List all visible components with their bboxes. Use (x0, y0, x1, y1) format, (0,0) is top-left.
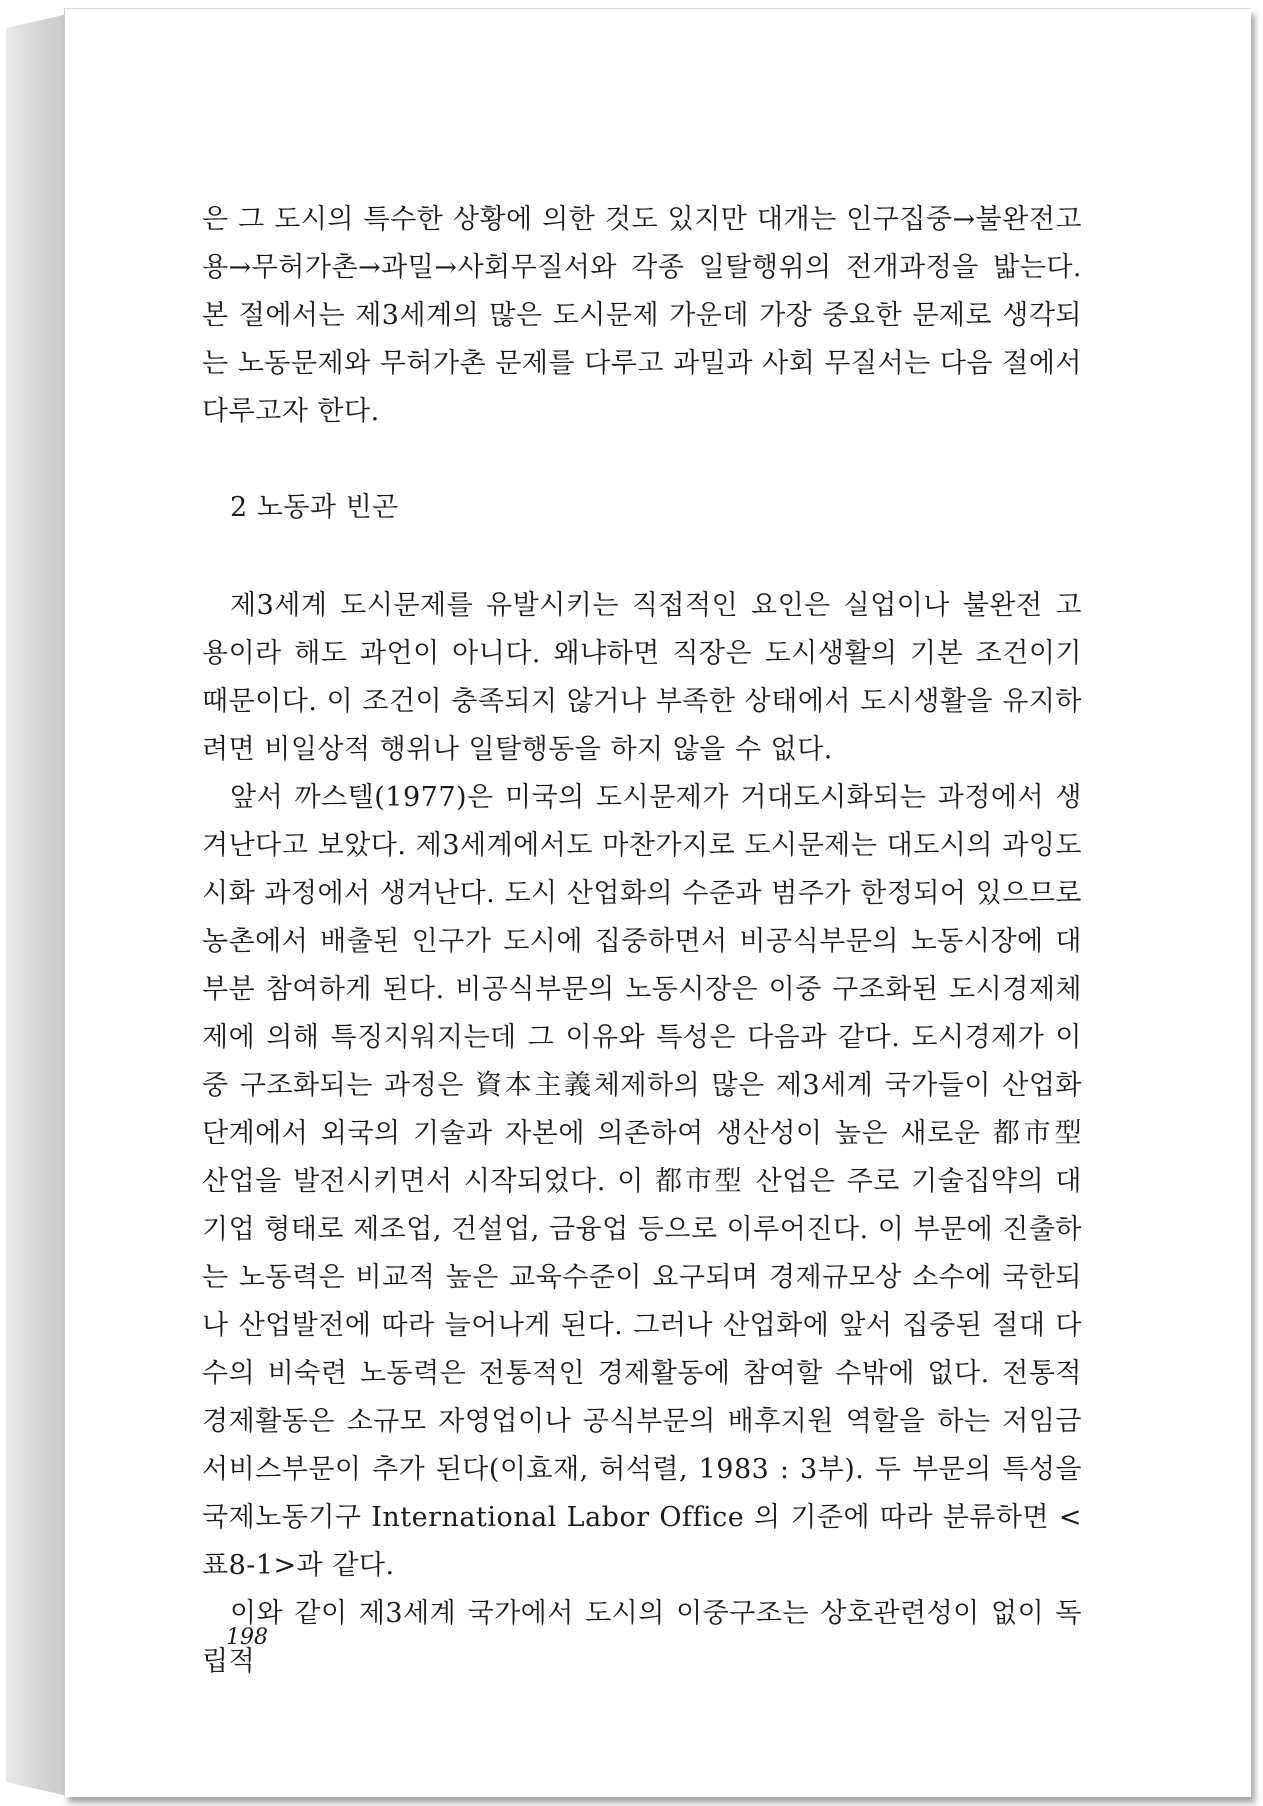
section-heading: 2 노동과 빈곤 (230, 492, 399, 523)
book-spine (6, 14, 68, 1796)
page-body (202, 196, 1082, 1686)
page-number: 198 (226, 1625, 268, 1650)
paragraph-3: 이와 같이 제3세계 국가에서 도시의 이중구조는 상호관련성이 없이 독립적 (202, 1598, 1082, 1677)
paragraph-2: 앞서 까스텔(1977)은 미국의 도시문제가 거대도시화되는 과정에서 생겨난다고 보았다. 제3세계에서도 마찬가지로 도시문제는 대도시의 과잉도시화 과정에서 생겨난다. 도시 산업화의 수준과 범주가 한정되어 있으므로 농촌에서 배출된 인구가 도시에 집중하면서 비공식부문의 노동시장에 대부분 참여하게 된다. 비공식부문의 노동시장은 이중 구조화된 도시경제체제에 의해 특징지워지는데 그 이유와 특성은 다음과 같다. 도시경제가 이중 구조화되는 과정은 資本主義체제하의 많은 제3세계 국가들이 산업화 단계에서 외국의 기술과 자본에 의존하여 생산성이 높은 새로운 都市型 산업을 발전시키면서 시작되었다. 이 都市型 산업은 주로 기술집약의 대기업 형태로 제조업, 건설업, 금융업 등으로 이루어진다. 이 부문에 진출하는 노동력은 비교적 높은 교육수준이 요구되며 경제규모상 소수에 국한되나 산업발전에 따라 늘어나게 된다. 그러나 산업화에 앞서 집중된 절대 다수의 비숙련 노동력은 전통적인 경제활동에 참여할 수밖에 없다. 전통적 경제활동은 소규모 자영업이나 공식부문의 배후지원 역할을 하는 저임금 서비스부문이 추가 된다(이효재, 허석렬, 1983 : 3부). 두 부문의 특성을 국제노동기구 International Labor Office 의 기준에 따라 분류하면 <표8-1>과 같다. (202, 782, 1082, 1581)
paragraph-intro: 은 그 도시의 특수한 상황에 의한 것도 있지만 대개는 인구집중→불완전고용→무허가촌→과밀→사회무질서와 각종 일탈행위의 전개과정을 밟는다. 본 절에서는 제3세계의 많은 도시문제 가운데 가장 중요한 문제로 생각되는 노동문제와 무허가촌 문제를 다루고 과밀과 사회 무질서는 다음 절에서 다루고자 한다. (202, 204, 1082, 427)
paragraph-1: 제3세계 도시문제를 유발시키는 직접적인 요인은 실업이나 불완전 고용이라 해도 과언이 아니다. 왜냐하면 직장은 도시생활의 기본 조건이기 때문이다. 이 조건이 충족되지 않거나 부족한 상태에서 도시생활을 유지하려면 비일상적 행위나 일탈행동을 하지 않을 수 없다. (202, 590, 1082, 765)
